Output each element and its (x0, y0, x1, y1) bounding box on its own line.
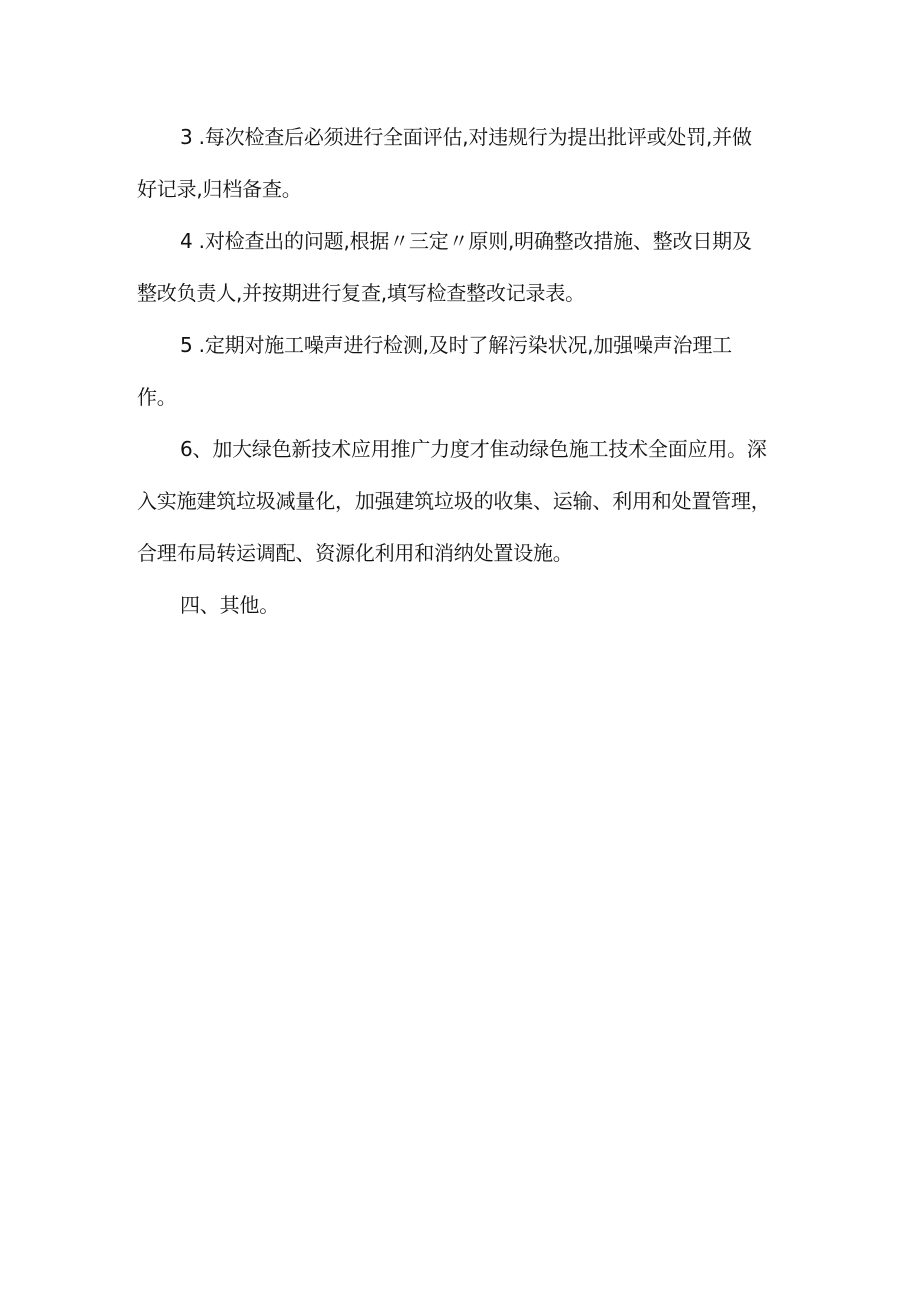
paragraph-item-4 (137, 215, 777, 319)
paragraph-line: 6、加大绿色新技术应用推广力度才隹动绿色施工技术全面应用。深 (180, 437, 767, 461)
paragraph-item-3 (137, 111, 777, 215)
paragraph-line: 合理布局转运调配、资源化利用和消纳处置设施。 (137, 541, 573, 565)
paragraph-line: 好记录,归档备查。 (137, 177, 302, 201)
section-heading-other (137, 579, 777, 631)
paragraph-line: 5 .定期对施工噪声进行检测,及时了解污染状况,加强噪声治理工 (180, 333, 732, 357)
paragraph-line: 入实施建筑垃圾减量化，加强建筑垃圾的收集、运输、利用和处置管理， (137, 489, 771, 513)
paragraph-line: 整改负责人,并按期进行复查,填写检查整改记录表。 (137, 281, 585, 305)
paragraph-item-5 (137, 319, 777, 423)
paragraph-line: 4 .对检查出的问题,根据〃三定〃原则,明确整改措施、整改日期及 (180, 229, 752, 253)
paragraph-line: 作。 (137, 385, 177, 409)
paragraph-line: 四、其他。 (180, 593, 279, 617)
paragraph-item-6 (137, 423, 777, 579)
paragraph-line: 3 .每次检查后必须进行全面评估,对违规行为提出批评或处罚,并做 (180, 125, 752, 149)
document-body (137, 111, 777, 631)
